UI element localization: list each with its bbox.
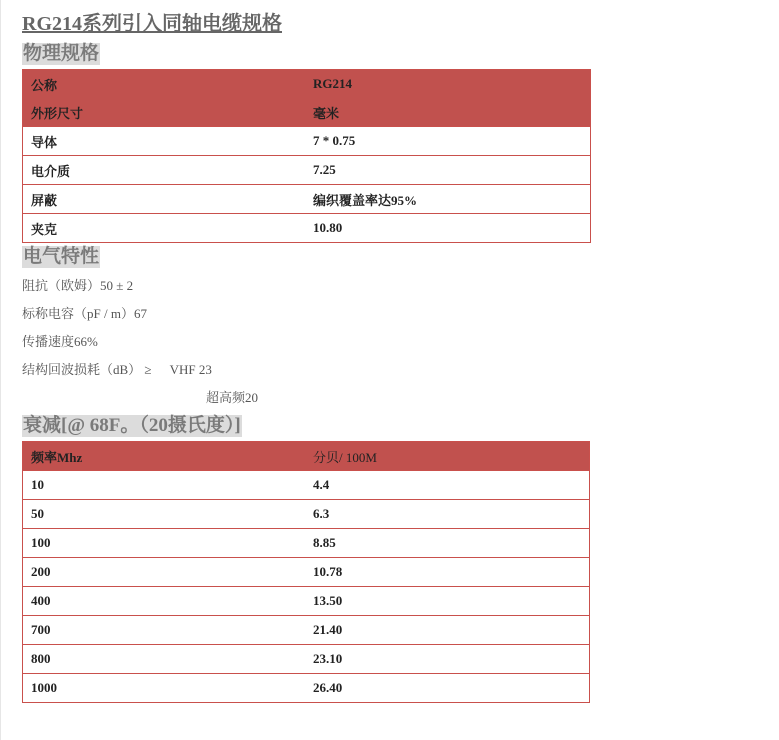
page-left-border (0, 0, 1, 740)
table-cell: 8.85 (305, 529, 590, 558)
return-loss-vhf: VHF 23 (169, 362, 212, 377)
table-row (23, 587, 590, 616)
table-row (23, 529, 590, 558)
table-cell: 10.78 (305, 558, 590, 587)
velocity-text: 传播速度66% (22, 334, 98, 349)
col-frequency-header: 频率Mhz (23, 442, 306, 471)
return-loss-line (22, 361, 212, 379)
table-cell: 21.40 (305, 616, 590, 645)
table-row (23, 214, 591, 243)
table-cell: 200 (23, 558, 306, 587)
table-header-row (23, 442, 590, 471)
return-loss-uhf: 超高频20 (206, 390, 259, 405)
page-title: RG214系列引入同轴电缆规格 (22, 13, 282, 35)
table-cell: 100 (23, 529, 306, 558)
physical-spec-heading: 物理规格 (23, 43, 100, 64)
table-cell: 400 (23, 587, 306, 616)
table-row (23, 127, 591, 156)
table-cell: 7 * 0.75 (305, 127, 591, 156)
table-header-cell: 公称 (23, 70, 306, 99)
table-cell: 1000 (23, 674, 306, 703)
table-header-cell: 外形尺寸 (23, 98, 306, 127)
table-row (23, 645, 590, 674)
attenuation-heading: 衰减[@ 68F。（20摄氏度）] (23, 415, 241, 436)
table-cell: 800 (23, 645, 306, 674)
table-header-row (23, 70, 591, 99)
table-row (23, 471, 590, 500)
return-loss-label: 结构回波损耗（dB） ≥ (22, 362, 152, 377)
col-db-header: 分贝/ 100M (305, 442, 590, 471)
table-row (23, 674, 590, 703)
table-cell: 13.50 (305, 587, 590, 616)
table-cell: 编织覆盖率达95% (305, 185, 591, 214)
table-cell: 电介质 (23, 156, 306, 185)
table-row (23, 616, 590, 645)
table-cell: 导体 (23, 127, 306, 156)
table-row (23, 185, 591, 214)
capacitance-text: 标称电容（pF / m）67 (22, 306, 147, 321)
attenuation-table (22, 441, 590, 703)
table-header-cell: 毫米 (305, 98, 591, 127)
impedance-text: 阻抗（欧姆）50 ± 2 (22, 278, 134, 293)
table-header-cell: RG214 (305, 70, 591, 99)
table-cell: 7.25 (305, 156, 591, 185)
table-cell: 夹克 (23, 214, 306, 243)
table-row (23, 500, 590, 529)
electrical-heading: 电气特性 (23, 246, 100, 267)
table-cell: 700 (23, 616, 306, 645)
table-cell: 26.40 (305, 674, 590, 703)
physical-spec-table (22, 69, 591, 243)
table-cell: 屏蔽 (23, 185, 306, 214)
table-row (23, 558, 590, 587)
table-cell: 23.10 (305, 645, 590, 674)
table-cell: 6.3 (305, 500, 590, 529)
table-cell: 10 (23, 471, 306, 500)
table-row (23, 156, 591, 185)
table-cell: 4.4 (305, 471, 590, 500)
table-cell: 10.80 (305, 214, 591, 243)
table-cell: 50 (23, 500, 306, 529)
table-header-row (23, 98, 591, 127)
